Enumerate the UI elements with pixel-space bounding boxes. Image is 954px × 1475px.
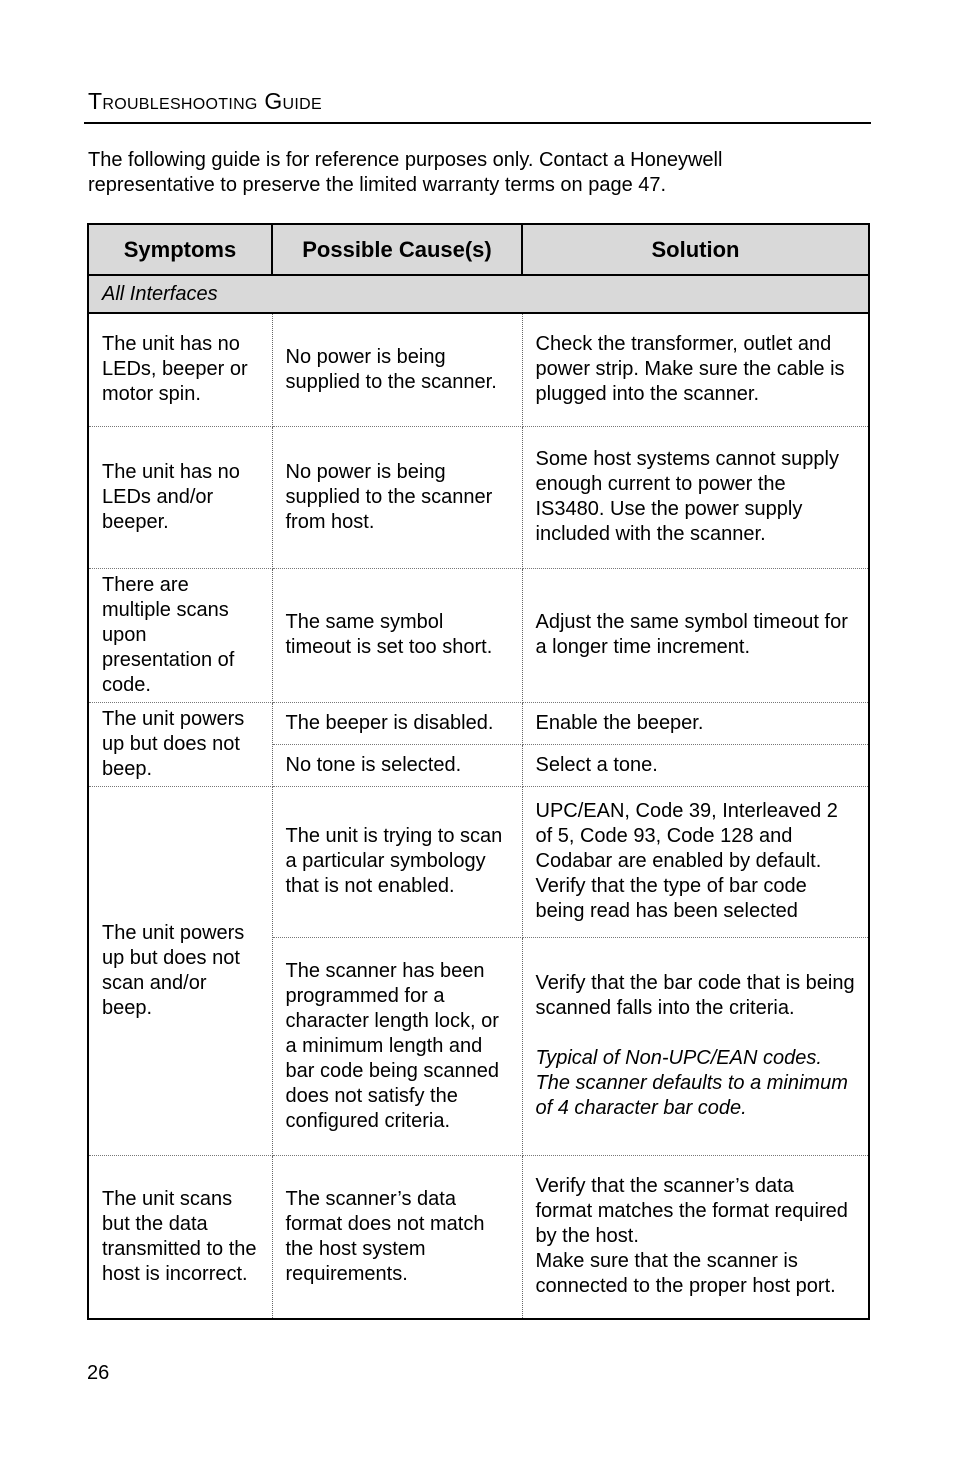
- solution-cell: [522, 937, 869, 1155]
- section-row: [88, 275, 869, 313]
- solution-note: Typical of Non-UPC/EAN codes. The scanner defaults to a minimum of 4 character bar code.: [535, 1047, 848, 1119]
- header-possible-causes: Possible Cause(s): [272, 224, 522, 275]
- solution-text: Verify that the bar code that is being scanned falls into the criteria.: [535, 972, 855, 1019]
- symptom-cell: The unit scans but the data transmitted to the host is incorrect.: [88, 1155, 272, 1319]
- solution-cell: [522, 1155, 869, 1319]
- solution-cell: Select a tone.: [522, 744, 869, 786]
- cause-cell: The beeper is disabled.: [272, 702, 522, 744]
- intro-paragraph: The following guide is for reference purposes only. Contact a Honeywell representative to preserve the limited warranty terms on page 47.: [88, 149, 723, 196]
- table-header-row: [88, 224, 869, 275]
- header-symptoms: Symptoms: [88, 224, 272, 275]
- cause-cell: No power is being supplied to the scanner from host.: [272, 426, 522, 568]
- solution-cell: Adjust the same symbol timeout for a longer time increment.: [522, 568, 869, 702]
- solution-cell: Check the transformer, outlet and power strip. Make sure the cable is plugged into the scanner.: [522, 313, 869, 426]
- cause-cell: The unit is trying to scan a particular symbology that is not enabled.: [272, 786, 522, 937]
- solution-extra-text: Make sure that the scanner is connected to the proper host port.: [535, 1250, 836, 1298]
- solution-cell: Enable the beeper.: [522, 702, 869, 744]
- cause-cell: The scanner’s data format does not match the host system requirements.: [272, 1155, 522, 1319]
- cause-cell: No power is being supplied to the scanner.: [272, 313, 522, 426]
- table-row: [88, 313, 869, 426]
- solution-cell: UPC/EAN, Code 39, Interleaved 2 of 5, Code 93, Code 128 and Codabar are enabled by default. Verify that the type of bar code being read has been selected: [522, 786, 869, 937]
- solution-cell: Some host systems cannot supply enough current to power the IS3480. Use the power supply included with the scanner.: [522, 426, 869, 568]
- page-heading: Troubleshooting Guide: [88, 88, 322, 114]
- header-solution: Solution: [522, 224, 869, 275]
- table-row: [88, 786, 869, 937]
- heading-divider: [84, 122, 871, 124]
- cause-cell: The same symbol timeout is set too short.: [272, 568, 522, 702]
- table-row: [88, 1155, 869, 1319]
- symptom-cell: The unit powers up but does not beep.: [88, 702, 272, 786]
- symptom-cell: The unit has no LEDs and/or beeper.: [88, 426, 272, 568]
- cause-cell: No tone is selected.: [272, 744, 522, 786]
- symptom-cell: There are multiple scans upon presentation of code.: [88, 568, 272, 702]
- cause-cell: The scanner has been programmed for a character length lock, or a minimum length and bar code being scanned does not satisfy the configured criteria.: [272, 937, 522, 1155]
- table-row: [88, 568, 869, 702]
- troubleshooting-table: [87, 223, 870, 1320]
- symptom-cell: The unit powers up but does not scan and/or beep.: [88, 786, 272, 1155]
- table-row: [88, 426, 869, 568]
- section-all-interfaces: All Interfaces: [88, 275, 869, 313]
- page-number: 26: [87, 1362, 110, 1384]
- solution-text: Verify that the scanner’s data format matches the format required by the host.: [535, 1175, 848, 1248]
- symptom-cell: The unit has no LEDs, beeper or motor spin.: [88, 313, 272, 426]
- table-row: [88, 702, 869, 744]
